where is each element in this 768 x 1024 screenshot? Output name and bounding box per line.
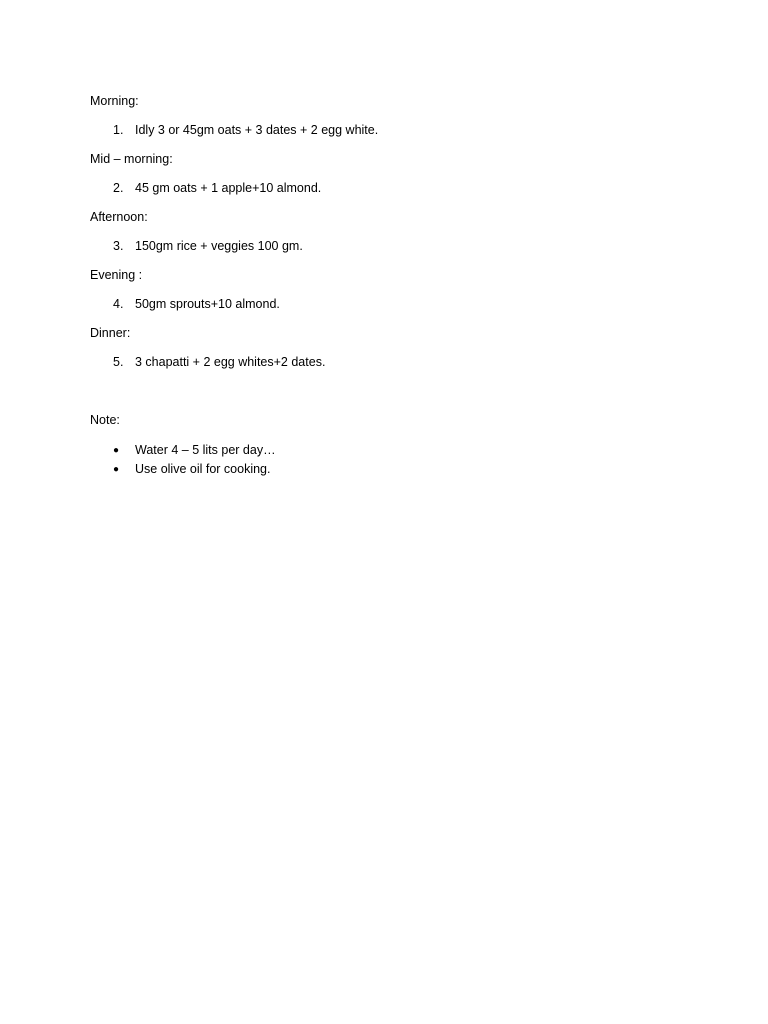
note-section	[90, 412, 690, 479]
item-text: 150gm rice + veggies 100 gm.	[135, 239, 303, 253]
section-heading: Dinner:	[90, 326, 131, 340]
item-number: 5.	[113, 355, 124, 369]
item-text: 50gm sprouts+10 almond.	[135, 297, 280, 311]
section-evening	[90, 267, 690, 313]
list-item	[90, 460, 690, 479]
section-heading: Morning:	[90, 94, 139, 108]
section-dinner	[90, 325, 690, 371]
item-text: 3 chapatti + 2 egg whites+2 dates.	[135, 355, 326, 369]
item-text: 45 gm oats + 1 apple+10 almond.	[135, 181, 322, 195]
section-heading: Afternoon:	[90, 210, 148, 224]
meal-item	[90, 354, 690, 371]
diet-plan-body	[90, 93, 690, 479]
bullet-icon: ●	[113, 445, 120, 456]
section-heading: Mid – morning:	[90, 152, 173, 166]
item-text: Idly 3 or 45gm oats + 3 dates + 2 egg white.	[135, 123, 379, 137]
item-number: 2.	[113, 181, 124, 195]
meal-item	[90, 122, 690, 139]
note-text: Use olive oil for cooking.	[135, 462, 271, 476]
item-number: 3.	[113, 239, 124, 253]
note-text: Water 4 – 5 lits per day…	[135, 443, 276, 457]
section-morning	[90, 93, 690, 139]
item-number: 1.	[113, 123, 124, 137]
note-heading: Note:	[90, 413, 120, 427]
section-mid-morning	[90, 151, 690, 197]
meal-item	[90, 296, 690, 313]
blank-line	[90, 383, 690, 412]
item-number: 4.	[113, 297, 124, 311]
section-heading: Evening :	[90, 268, 143, 282]
bullet-icon: ●	[113, 464, 120, 475]
meal-item	[90, 180, 690, 197]
note-list	[90, 441, 690, 479]
meal-item	[90, 238, 690, 255]
list-item	[90, 441, 690, 460]
section-afternoon	[90, 209, 690, 255]
